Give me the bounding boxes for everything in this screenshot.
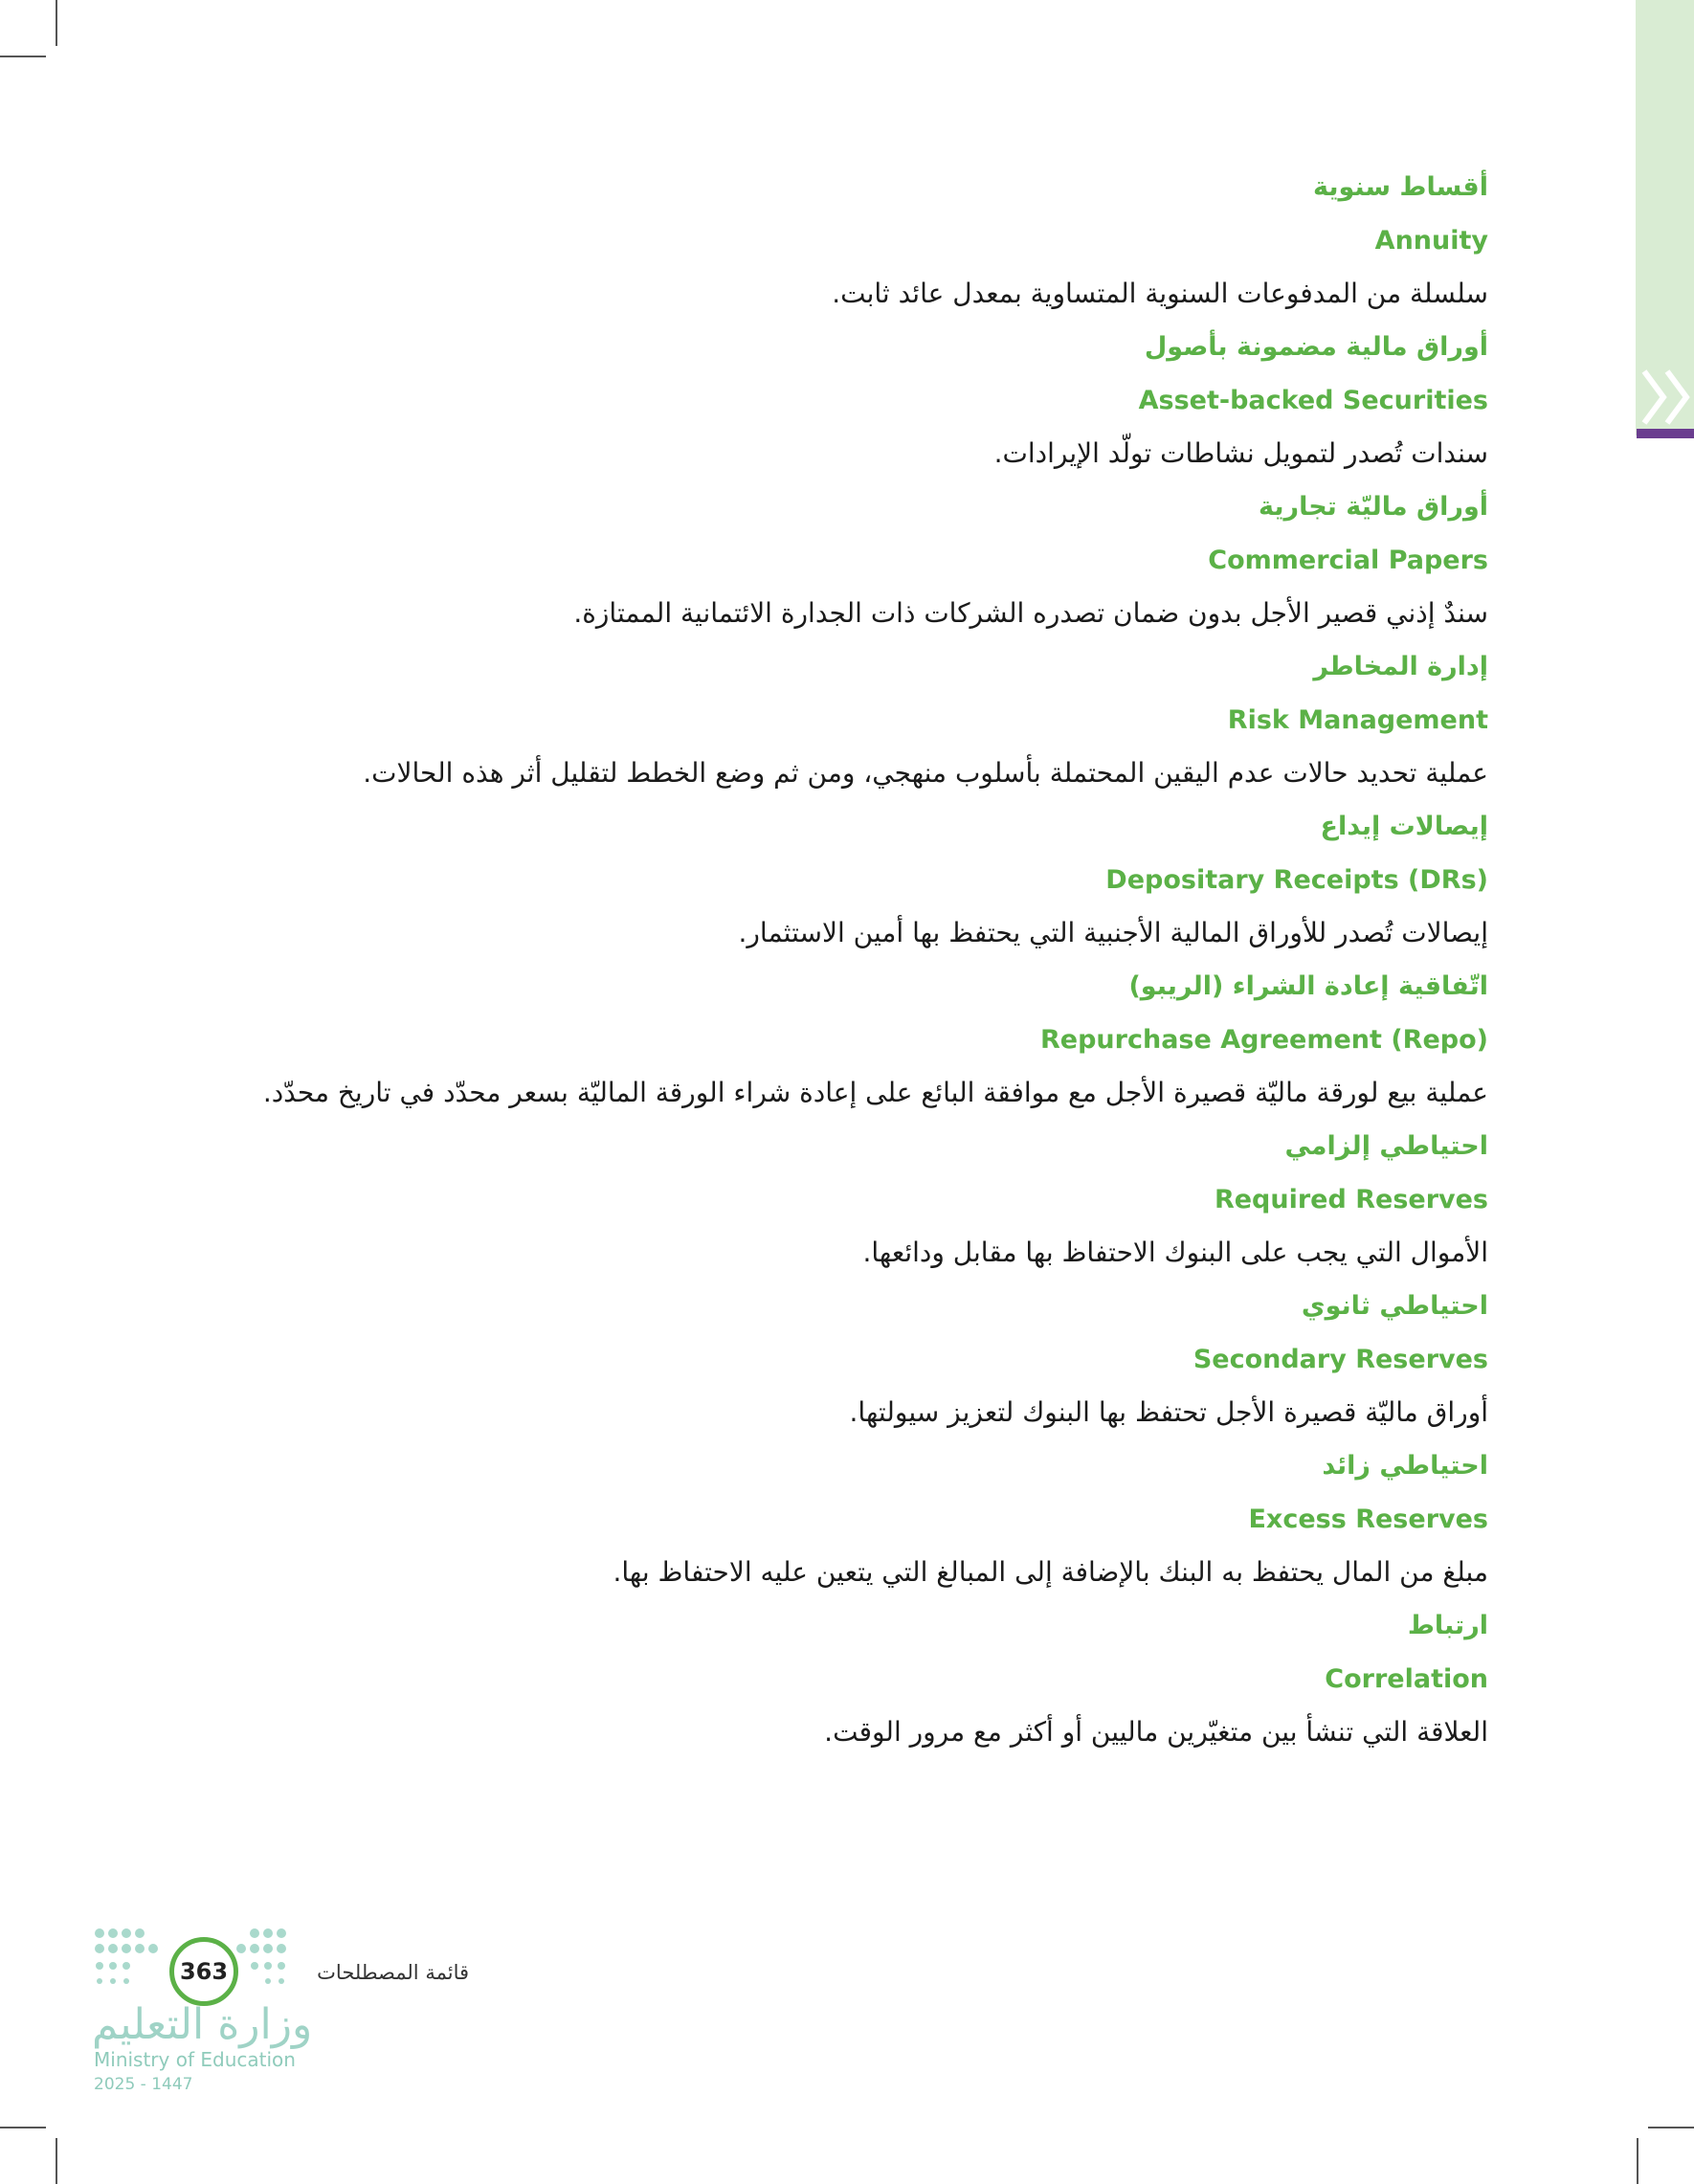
term-arabic: احتياطي زائد — [1322, 1451, 1488, 1481]
term-english: Repurchase Agreement (Repo) — [1040, 1025, 1488, 1055]
glossary-entry — [148, 960, 1488, 1120]
term-arabic: أوراق مالية مضمونة بأصول — [1144, 332, 1488, 362]
term-english: Annuity — [1374, 226, 1488, 256]
glossary-list — [148, 161, 1488, 1759]
page-number-badge — [169, 1937, 238, 2006]
term-arabic: احتياطي إلزامي — [1284, 1131, 1488, 1161]
term-arabic: إيصالات إيداع — [1320, 812, 1488, 841]
footer-section-title: قائمة المصطلحات — [317, 1961, 469, 1984]
glossary-entry — [148, 1439, 1488, 1599]
term-arabic: أوراق ماليّة تجارية — [1259, 492, 1488, 522]
term-english: Secondary Reserves — [1192, 1345, 1488, 1374]
glossary-entry — [148, 640, 1488, 800]
term-arabic: أقساط سنوية — [1312, 172, 1488, 202]
term-english: Asset-backed Securities — [1138, 386, 1488, 415]
side-accent-bar — [1637, 429, 1694, 438]
crop-mark-bottom-right — [1637, 2138, 1638, 2184]
term-definition: عملية بيع لورقة ماليّة قصيرة الأجل مع موافقة البائع على إعادة شراء الورقة الماليّة بسعر محدّد في تاريخ محدّد. — [262, 1077, 1488, 1108]
term-arabic: إدارة المخاطر — [1313, 652, 1488, 681]
term-english: Depositary Receipts (DRs) — [1105, 865, 1488, 895]
term-definition: سندٌ إذني قصير الأجل بدون ضمان تصدره الشركات ذات الجدارة الائتمانية الممتازة. — [573, 597, 1488, 629]
glossary-entry — [148, 1599, 1488, 1759]
glossary-entry — [148, 1280, 1488, 1439]
term-definition: أوراق ماليّة قصيرة الأجل تحتفظ بها البنوك لتعزيز سيولتها. — [849, 1396, 1488, 1428]
term-definition: الأموال التي يجب على البنوك الاحتفاظ بها مقابل ودائعها. — [862, 1237, 1488, 1268]
ministry-name-english: Ministry of Education — [94, 2048, 296, 2071]
term-definition: إيصالات تُصدر للأوراق المالية الأجنبية التي يحتفظ بها أمين الاستثمار. — [738, 917, 1488, 948]
glossary-entry — [148, 1120, 1488, 1280]
ministry-name-arabic: وزارة التعليم — [92, 2000, 313, 2049]
term-arabic: اتّفاقية إعادة الشراء (الريبو) — [1128, 971, 1488, 1001]
term-english: Correlation — [1325, 1664, 1488, 1694]
edition-year: 2025 - 1447 — [94, 2075, 193, 2094]
term-english: Risk Management — [1227, 705, 1488, 735]
term-definition: العلاقة التي تنشأ بين متغيّرين ماليين أو أكثر مع مرور الوقت. — [824, 1716, 1488, 1748]
crop-mark-bottom-left — [56, 2138, 57, 2184]
term-arabic: ارتباط — [1407, 1611, 1488, 1640]
side-chevron-icon — [1638, 364, 1692, 431]
glossary-entry — [148, 480, 1488, 640]
glossary-entry — [148, 321, 1488, 480]
glossary-entry — [148, 161, 1488, 321]
crop-mark-right-bottom — [1648, 2127, 1694, 2128]
term-english: Excess Reserves — [1248, 1504, 1488, 1534]
term-english: Commercial Papers — [1208, 546, 1488, 575]
crop-mark-left-top — [0, 56, 46, 57]
term-definition: سندات تُصدر لتمويل نشاطات تولّد الإيرادات. — [993, 437, 1488, 469]
term-definition: مبلغ من المال يحتفظ به البنك بالإضافة إلى المبالغ التي يتعين عليه الاحتفاظ بها. — [613, 1556, 1488, 1588]
term-arabic: احتياطي ثانوي — [1301, 1291, 1488, 1321]
page-number: 363 — [179, 1958, 229, 1985]
term-definition: عملية تحديد حالات عدم اليقين المحتملة بأسلوب منهجي، ومن ثم وضع الخطط لتقليل أثر هذه الحالات. — [363, 757, 1488, 789]
glossary-entry — [148, 800, 1488, 960]
crop-mark-top-left — [56, 0, 57, 46]
term-definition: سلسلة من المدفوعات السنوية المتساوية بمعدل عائد ثابت. — [832, 278, 1488, 309]
crop-mark-left-bottom — [0, 2127, 46, 2128]
term-english: Required Reserves — [1214, 1185, 1488, 1215]
